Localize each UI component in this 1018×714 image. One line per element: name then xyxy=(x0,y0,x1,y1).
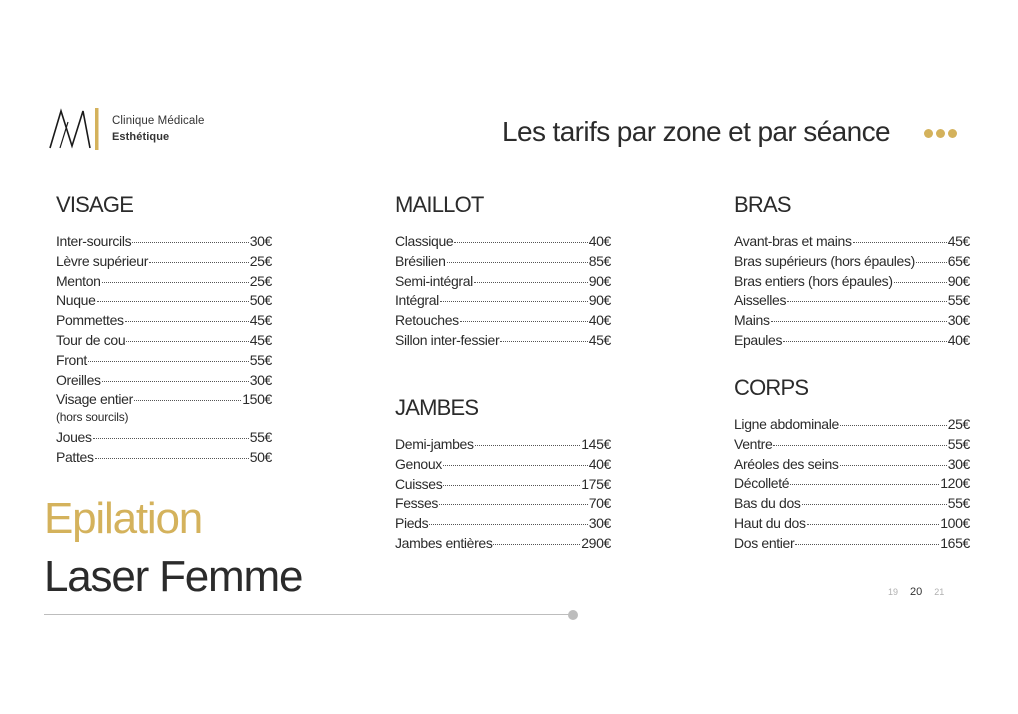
price-row xyxy=(734,272,970,292)
price-row xyxy=(56,272,272,292)
zone-price: 30€ xyxy=(947,455,970,472)
zone-price: 25€ xyxy=(947,416,970,432)
zone-price: 45€ xyxy=(249,331,272,348)
clinic-name-line1: Clinique Médicale xyxy=(112,115,205,127)
price-row xyxy=(56,331,272,351)
section-title: JAMBES xyxy=(395,395,479,420)
price-row xyxy=(395,475,611,495)
price-row xyxy=(734,474,970,494)
dotted-leader xyxy=(807,524,940,525)
zone-name: Bras supérieurs (hors épaules) xyxy=(734,252,915,269)
dotted-leader xyxy=(443,465,588,466)
zone-name: Bas du dos xyxy=(734,495,801,512)
zone-name: Oreilles xyxy=(56,371,101,388)
zone-name: Nuque xyxy=(56,292,96,309)
zone-price: 30€ xyxy=(588,515,611,532)
zone-name: Visage entier xyxy=(56,391,133,408)
dotted-leader xyxy=(429,524,587,525)
section-visage xyxy=(56,192,272,468)
price-list xyxy=(56,232,272,468)
zone-name: Demi-jambes xyxy=(395,436,474,452)
clinic-logo xyxy=(48,108,204,150)
zone-name: Inter-sourcils xyxy=(56,233,132,249)
price-row xyxy=(734,494,970,514)
section-corps xyxy=(734,375,970,554)
zone-price: 55€ xyxy=(947,495,970,512)
dotted-leader xyxy=(894,282,947,283)
zone-name: Bras entiers (hors épaules) xyxy=(734,272,893,289)
dotted-leader xyxy=(102,381,249,382)
epilation-heading: Epilation xyxy=(44,494,202,543)
zone-name: Ligne abdominale xyxy=(734,416,839,432)
laser-femme-heading: Laser Femme xyxy=(44,552,303,601)
zone-note: (hors sourcils) xyxy=(56,410,129,425)
dotted-leader xyxy=(93,438,249,439)
dotted-leader xyxy=(460,321,588,322)
zone-price: 50€ xyxy=(249,292,272,309)
price-row xyxy=(56,351,272,371)
dotted-leader xyxy=(787,301,947,302)
zone-name: Classique xyxy=(395,233,454,249)
zone-name: Tour de cou xyxy=(56,331,126,348)
section-title: CORPS xyxy=(734,375,809,400)
zone-price: 70€ xyxy=(588,495,611,512)
zone-price: 50€ xyxy=(249,448,272,465)
clinic-name xyxy=(112,113,204,145)
zone-name: Ventre xyxy=(734,435,773,452)
price-row xyxy=(56,371,272,391)
zone-name: Joues xyxy=(56,429,92,446)
zone-name: Retouches xyxy=(395,312,459,329)
price-row xyxy=(395,455,611,475)
dotted-leader xyxy=(790,484,939,485)
zone-price: 55€ xyxy=(249,429,272,446)
dotted-leader xyxy=(454,242,587,243)
section-title: MAILLOT xyxy=(395,192,484,217)
page-title: Les tarifs par zone et par séance xyxy=(502,116,890,147)
price-row xyxy=(56,390,272,410)
dotted-leader xyxy=(443,485,580,486)
price-row xyxy=(395,252,611,272)
section-maillot xyxy=(395,192,611,351)
dotted-leader xyxy=(134,400,241,401)
dotted-leader xyxy=(474,282,588,283)
dotted-leader xyxy=(88,361,249,362)
price-list xyxy=(395,232,611,351)
zone-name: Genoux xyxy=(395,455,442,472)
zone-price: 45€ xyxy=(249,312,272,329)
zone-price: 290€ xyxy=(581,534,611,551)
zone-name: Lèvre supérieur xyxy=(56,252,149,269)
zone-price: 85€ xyxy=(588,252,611,269)
price-row xyxy=(395,514,611,534)
zone-name: Pieds xyxy=(395,515,429,532)
dotted-leader xyxy=(802,504,947,505)
price-row xyxy=(56,232,272,252)
zone-name: Aisselles xyxy=(734,292,787,309)
zone-name: Pattes xyxy=(56,448,94,465)
price-row xyxy=(734,534,970,554)
price-list xyxy=(395,435,611,554)
dotted-leader xyxy=(475,445,581,446)
zone-price: 40€ xyxy=(947,331,970,348)
dotted-leader xyxy=(447,262,588,263)
price-row xyxy=(395,494,611,514)
price-row xyxy=(56,428,272,448)
zone-price: 90€ xyxy=(588,292,611,309)
price-row xyxy=(734,514,970,534)
dotted-leader xyxy=(125,321,249,322)
zone-price: 150€ xyxy=(242,391,272,408)
dotted-leader xyxy=(126,341,248,342)
dotted-leader xyxy=(840,425,947,426)
zone-name: Fesses xyxy=(395,495,439,512)
price-row xyxy=(395,435,611,455)
price-row xyxy=(56,291,272,311)
price-row xyxy=(734,232,970,252)
zone-price: 145€ xyxy=(581,436,611,452)
zone-price: 30€ xyxy=(947,312,970,329)
dotted-leader xyxy=(149,262,249,263)
zone-price: 45€ xyxy=(588,331,611,348)
zone-price: 90€ xyxy=(588,272,611,289)
dotted-leader xyxy=(771,321,947,322)
price-row xyxy=(734,311,970,331)
pagination xyxy=(888,586,944,598)
dotted-leader xyxy=(840,465,947,466)
zone-name: Décolleté xyxy=(734,475,790,492)
zone-price: 40€ xyxy=(588,455,611,472)
price-row xyxy=(395,311,611,331)
zone-name: Aréoles des seins xyxy=(734,455,839,472)
price-row xyxy=(395,331,611,351)
section-bras xyxy=(734,192,970,351)
section-jambes xyxy=(395,395,611,554)
zone-name: Jambes entières xyxy=(395,534,493,551)
price-row xyxy=(395,272,611,292)
price-list xyxy=(734,415,970,554)
price-row xyxy=(395,291,611,311)
dotted-leader xyxy=(97,301,249,302)
zone-price: 30€ xyxy=(249,371,272,388)
dotted-leader xyxy=(795,544,939,545)
price-row xyxy=(734,435,970,455)
zone-name: Haut du dos xyxy=(734,514,806,531)
zone-price: 55€ xyxy=(947,435,970,452)
page-prev-link[interactable]: 19 xyxy=(888,587,899,597)
zone-price: 40€ xyxy=(588,233,611,249)
zone-name: Mains xyxy=(734,312,770,329)
zone-name: Dos entier xyxy=(734,534,795,551)
zone-price: 165€ xyxy=(940,534,970,551)
divider-line xyxy=(44,614,574,615)
price-row xyxy=(395,534,611,554)
zone-name: Epaules xyxy=(734,331,783,348)
section-title: BRAS xyxy=(734,192,791,217)
price-row xyxy=(56,252,272,272)
price-row xyxy=(734,455,970,475)
price-row xyxy=(56,311,272,331)
page-next-link[interactable]: 21 xyxy=(934,587,945,597)
zone-name: Front xyxy=(56,351,87,368)
dotted-leader xyxy=(493,544,580,545)
decorative-dots-icon xyxy=(924,129,957,138)
dotted-leader xyxy=(95,458,249,459)
divider-dot-icon xyxy=(568,610,578,620)
dotted-leader xyxy=(102,282,249,283)
zone-price: 120€ xyxy=(940,475,970,492)
zone-name: Cuisses xyxy=(395,475,443,492)
zone-price: 90€ xyxy=(947,272,970,289)
dotted-leader xyxy=(500,341,587,342)
zone-price: 45€ xyxy=(947,233,970,249)
price-list xyxy=(734,232,970,351)
zone-price: 55€ xyxy=(249,351,272,368)
dotted-leader xyxy=(783,341,947,342)
dotted-leader xyxy=(132,242,248,243)
zone-price: 55€ xyxy=(947,292,970,309)
zone-price: 25€ xyxy=(249,252,272,269)
price-row xyxy=(734,415,970,435)
zone-name: Intégral xyxy=(395,292,439,309)
zone-price: 175€ xyxy=(581,475,611,492)
clinic-name-line2: Esthétique xyxy=(112,131,170,143)
dotted-leader xyxy=(853,242,947,243)
zone-price: 65€ xyxy=(947,252,970,269)
zone-name: Pommettes xyxy=(56,312,124,329)
price-row xyxy=(734,291,970,311)
zone-name: Menton xyxy=(56,272,101,289)
zone-name: Semi-intégral xyxy=(395,272,473,289)
zone-price: 25€ xyxy=(249,272,272,289)
dotted-leader xyxy=(440,301,588,302)
clinic-monogram-icon xyxy=(48,108,100,150)
price-row xyxy=(56,448,272,468)
page-current: 20 xyxy=(910,586,923,598)
zone-name: Avant-bras et mains xyxy=(734,233,852,249)
zone-price: 100€ xyxy=(940,514,970,531)
section-title: VISAGE xyxy=(56,192,134,217)
price-row xyxy=(734,331,970,351)
dotted-leader xyxy=(439,504,588,505)
zone-price: 30€ xyxy=(249,233,272,249)
price-row xyxy=(734,252,970,272)
zone-name: Brésilien xyxy=(395,252,446,269)
zone-name: Sillon inter-fessier xyxy=(395,331,500,348)
dotted-leader xyxy=(916,262,947,263)
dotted-leader xyxy=(773,445,946,446)
zone-price: 40€ xyxy=(588,312,611,329)
price-row xyxy=(395,232,611,252)
